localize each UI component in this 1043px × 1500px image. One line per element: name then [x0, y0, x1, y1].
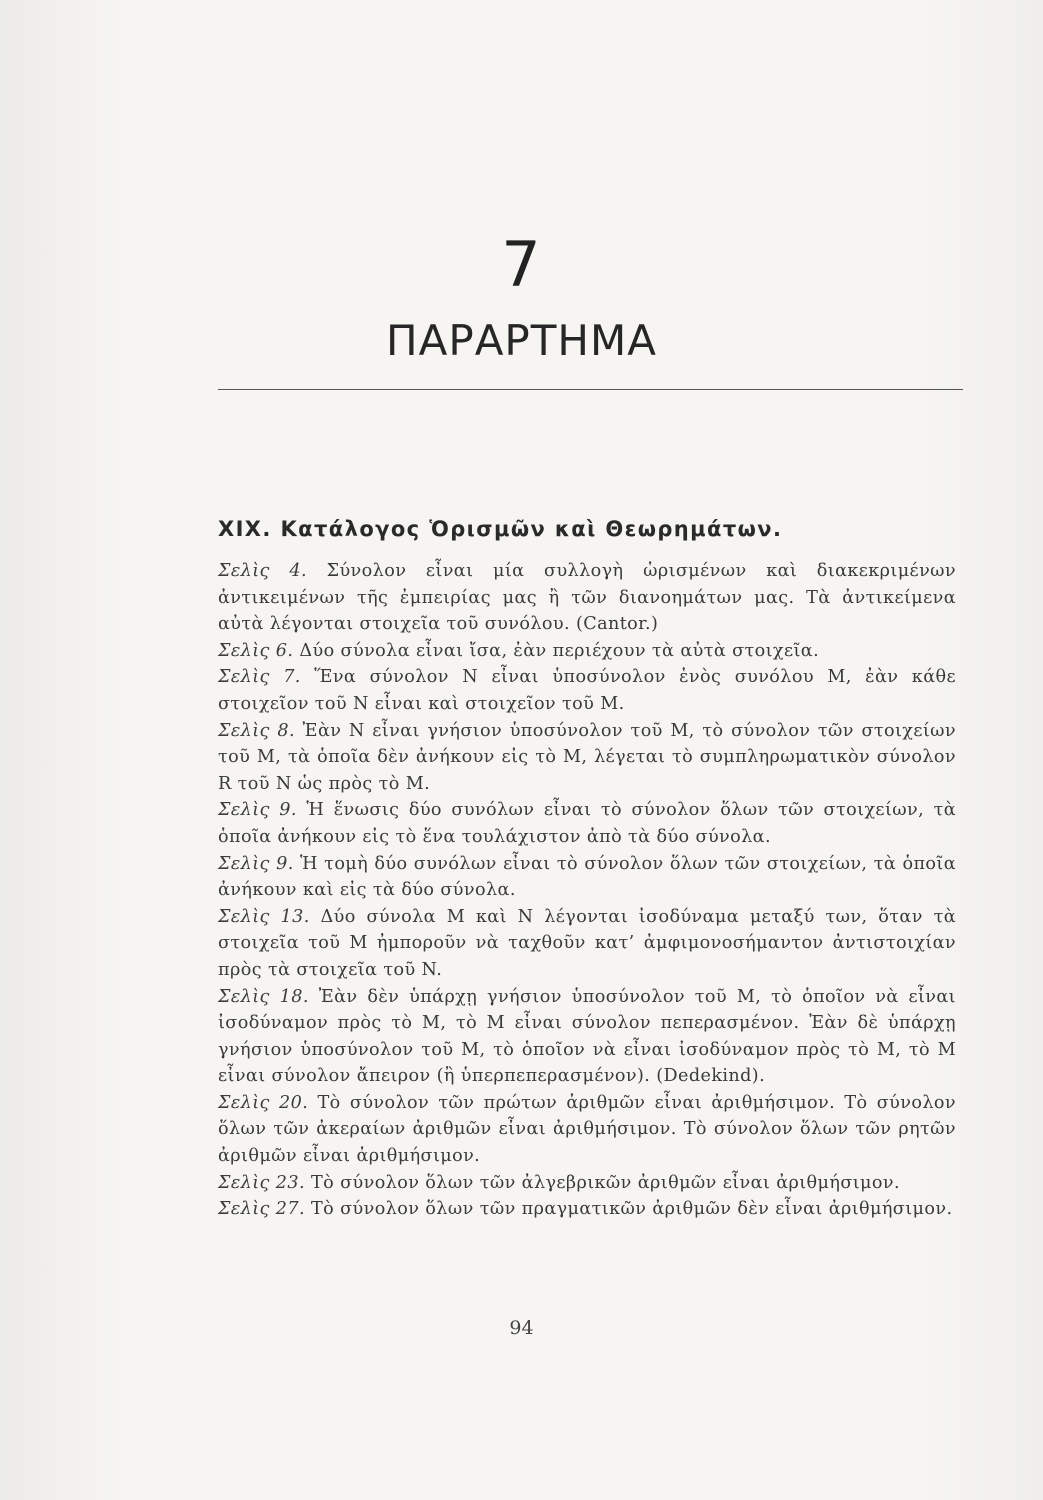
definition-entry: [218, 1090, 956, 1170]
definition-entry: [218, 984, 956, 1090]
definition-entry: [218, 797, 956, 850]
chapter-title: ΠΑΡΑΡΤΗΜΑ: [386, 316, 657, 365]
entry-text: Ἡ ἕνωσις δύο συνόλων εἶναι τὸ σύνολον ὅλων τῶν στοιχείων, τὰ ὁποῖα ἀνήκουν εἰς τὸ ἕνα τουλάχιστον ἀπὸ τὰ δύο σύνολα.: [218, 800, 956, 847]
entry-text: Δύο σύνολα M καὶ N λέγονται ἰσοδύναμα μεταξύ των, ὅταν τὰ στοιχεῖα τοῦ M ἠμποροῦν νὰ ταχθοῦν κατ’ ἀμφιμονοσήμαντον ἀντιστοιχίαν πρὸς τὰ στοιχεῖα τοῦ N.: [218, 906, 956, 980]
page-number: 94: [509, 1317, 534, 1339]
title-divider: [218, 389, 963, 390]
entry-page-ref: Σελὶς 27.: [218, 1199, 305, 1220]
definitions-list: [218, 558, 956, 1223]
definition-entry: [218, 718, 956, 798]
entry-page-ref: Σελὶς 9.: [218, 800, 297, 821]
section-heading: [218, 517, 782, 541]
entry-text: Δύο σύνολα εἶναι ἴσα, ἐὰν περιέχουν τὰ αὐτὰ στοιχεῖα.: [299, 640, 820, 661]
section-title: Κατάλογος Ὁρισμῶν καὶ Θεωρημάτων.: [280, 517, 783, 541]
entry-text: Τὸ σύνολον ὅλων τῶν πραγματικῶν ἀριθμῶν δὲν εἶναι ἀριθμήσιμον.: [310, 1199, 953, 1220]
definition-entry: [218, 904, 956, 984]
entry-text: Τὸ σύνολον ὅλων τῶν ἀλγεβρικῶν ἀριθμῶν εἶναι ἀριθμήσιμον.: [310, 1172, 900, 1193]
definition-entry: [218, 664, 956, 717]
entry-text: Ἐὰν N εἶναι γνήσιον ὑποσύνολον τοῦ M, τὸ σύνολον τῶν στοιχείων τοῦ M, τὰ ὁποῖα δὲν ἀνήκουν εἰς τὸ M, λέγεται τὸ συμπληρωματικὸν σύνολον R τοῦ N ὡς πρὸς τὸ M.: [218, 720, 956, 794]
definition-entry: [218, 1170, 956, 1197]
chapter-number: 7: [501, 228, 542, 301]
entry-page-ref: Σελὶς 8.: [218, 720, 295, 741]
entry-page-ref: Σελὶς 9.: [218, 853, 294, 874]
entry-page-ref: Σελὶς 13.: [218, 906, 310, 927]
entry-text: Σύνολον εἶναι μία συλλογὴ ὡρισμένων καὶ διακεκριμένων ἀντικειμένων τῆς ἐμπειρίας μας ἢ τῶν διανοημάτων μας. Τὰ ἀντικείμενα αὐτὰ λέγονται στοιχεῖα τοῦ συνόλου. (Cantor.): [218, 561, 957, 635]
definition-entry: [218, 638, 956, 665]
entry-page-ref: Σελὶς 18.: [218, 986, 309, 1007]
section-numeral: XIX.: [218, 517, 272, 541]
entry-page-ref: Σελὶς 7.: [218, 667, 301, 688]
entry-page-ref: Σελὶς 23.: [218, 1172, 305, 1193]
entry-text: Ἐὰν δὲν ὑπάρχῃ γνήσιον ὑποσύνολον τοῦ M, τὸ ὁποῖον νὰ εἶναι ἰσοδύναμον πρὸς τὸ M, τὸ M εἶναι σύνολον πεπερασμένον. Ἐὰν δὲ ὑπάρχῃ γνήσιον ὑποσύνολον τοῦ M, τὸ ὁποῖον νὰ εἶναι ἰσοδύναμον πρὸς τὸ M, τὸ M εἶναι σύνολον ἄπειρον (ἢ ὑπερπεπερασμένον). (Dedekind).: [218, 986, 956, 1087]
entry-page-ref: Σελὶς 4.: [218, 561, 307, 581]
entry-text: Τὸ σύνολον τῶν πρώτων ἀριθμῶν εἶναι ἀριθμήσιμον. Τὸ σύνολον ὅλων τῶν ἀκεραίων ἀριθμῶν εἶναι ἀριθμήσιμον. Τὸ σύνολον ὅλων τῶν ρητῶν ἀριθμῶν εἶναι ἀριθμήσιμον.: [218, 1092, 956, 1167]
entry-text: Ἕνα σύνολον N εἶναι ὑποσύνολον ἑνὸς συνόλου M, ἐὰν κάθε στοιχεῖον τοῦ N εἶναι καὶ στοιχεῖον τοῦ M.: [218, 667, 956, 714]
entry-page-ref: Σελὶς 20.: [218, 1092, 309, 1113]
entry-page-ref: Σελὶς 6.: [218, 640, 294, 661]
definition-entry: [218, 558, 956, 638]
definition-entry: [218, 1196, 956, 1223]
definition-entry: [218, 851, 956, 904]
entry-text: Ἡ τομὴ δύο συνόλων εἶναι τὸ σύνολον ὅλων τῶν στοιχείων, τὰ ὁποῖα ἀνήκουν καὶ εἰς τὰ δύο σύνολα.: [218, 853, 956, 901]
